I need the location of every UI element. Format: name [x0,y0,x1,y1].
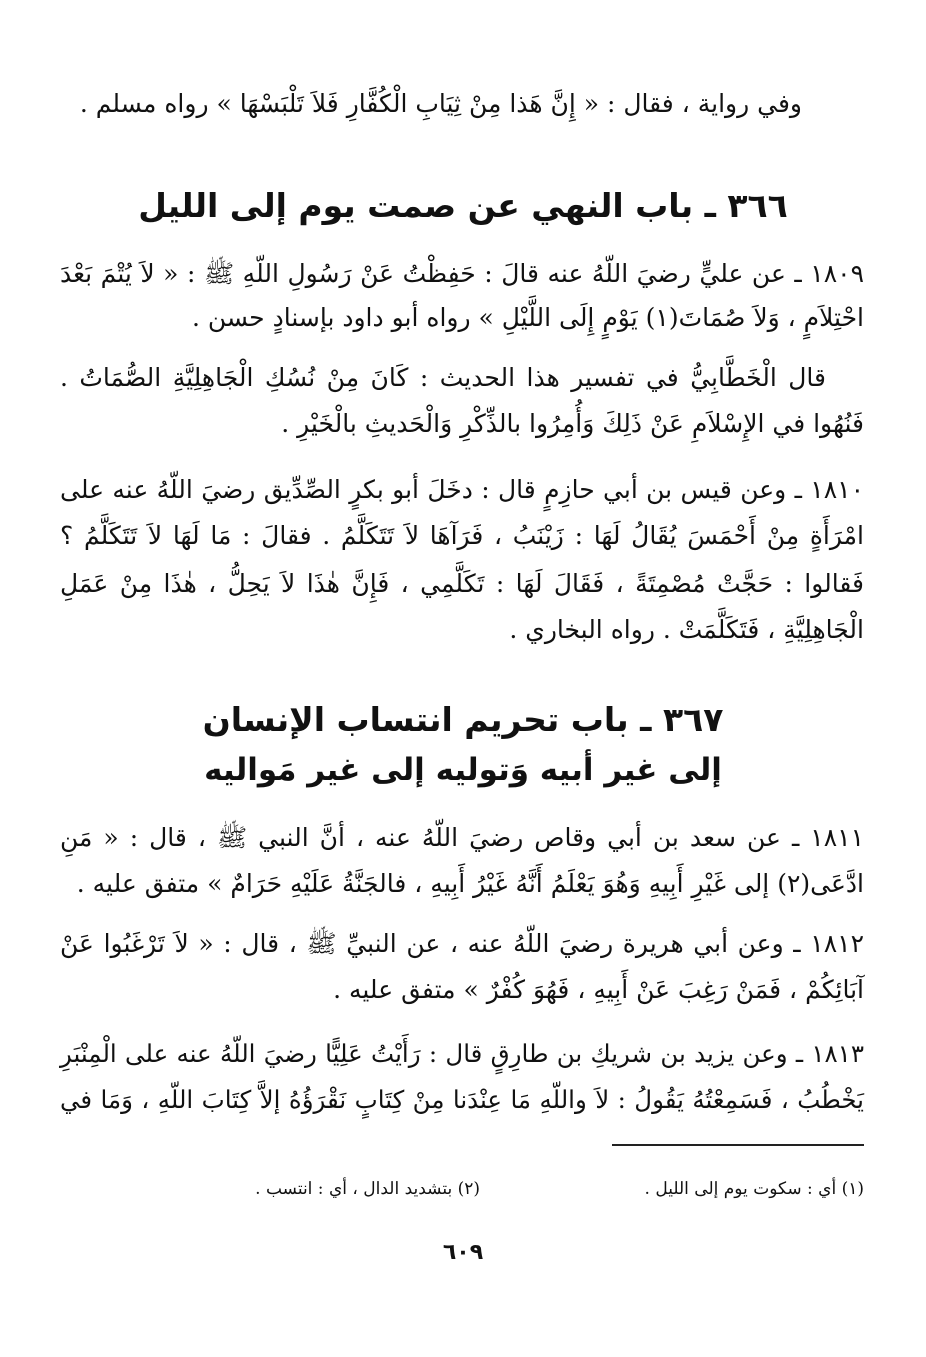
khattabi-line-1: قال الْخَطَّابِيُّ في تفسير هذا الحديث : كَانَ مِنْ نُسُكِ الْجَاهِلِيَّةِ الصُّمَاتُ . [60,363,826,392]
chapter-367-subtitle: إلى غير أبيه وَتوليه إلى غير مَواليه [204,752,722,788]
hadith-1810-line-3: فَقالوا : حَجَّتْ مُصْمِتَةً ، فَقَالَ لَهَا : تَكَلَّمِي ، فَإِنَّ هٰذَا لاَ يَحِلُّ ، هٰذَا مِنْ عَمَلِ [60,569,864,598]
hadith-1810-line-4: الْجَاهِلِيَّةِ ، فَتَكَلَّمَتْ . رواه البخاري . [509,615,864,644]
hadith-1809-line-1: ١٨٠٩ ـ عن عليٍّ رضيَ اللّهُ عنه قالَ : حَفِظْتُ عَنْ رَسُولِ اللّهِ ﷺ : « لاَ يُتْمَ بَعْدَ [60,259,864,288]
footnote-2: (٢) بتشديد الدال ، أي : انتسب . [255,1179,480,1199]
hadith-1813-line-2: يَخْطُبُ ، فَسَمِعْتُهُ يَقُولُ : لاَ واللّهِ مَا عِنْدَنا مِنْ كِتَابٍ نَقْرَؤُهُ إلاَّ كِتَابَ اللّهِ ، وَمَا في [60,1085,864,1114]
hadith-1812-line-2: آبَائِكُمْ ، فَمَنْ رَغِبَ عَنْ أَبِيهِ ، فَهُوَ كُفْرٌ » متفق عليه . [333,975,864,1004]
khattabi-line-2: فَنُهُوا في الإِسْلاَمِ عَنْ ذَلِكَ وَأُمِرُوا بالذِّكْرِ وَالْحَديثِ بالْخَيْرِ . [281,409,864,438]
hadith-1813-line-1: ١٨١٣ ـ وعن يزيد بن شريكِ بن طارِقٍ قال : رَأَيْتُ عَلِيًّا رضيَ اللّهُ عنه على الْمِنْبَرِ [60,1039,864,1068]
hadith-1810-line-1: ١٨١٠ ـ وعن قيس بن أبي حازِمٍ قال : دخَلَ أبو بكرٍ الصِّدِّيق رضيَ اللّهُ عنه على [60,475,864,504]
chapter-366-title: ٣٦٦ ـ باب النهي عن صمت يوم إلى الليل [138,186,788,225]
hadith-1812-line-1: ١٨١٢ ـ وعن أبي هريرة رضيَ اللّهُ عنه ، عن النبيِّ ﷺ ، قال : « لاَ تَرْغَبُوا عَنْ [60,929,864,958]
chapter-367-title: ٣٦٧ ـ باب تحريم انتساب الإنسان [202,700,724,739]
footnote-separator [612,1144,864,1146]
hadith-1811-line-2: ادَّعَى(٢) إلى غَيْرِ أَبِيهِ وَهُوَ يَعْلَمُ أَنَّهُ غَيْرُ أَبِيهِ ، فالجَنَّةُ عَلَيْهِ حَرَامٌ » متفق عليه . [76,869,864,898]
footnote-1: (١) أي : سكوت يوم إلى الليل . [644,1179,864,1199]
page-number: ٦٠٩ [442,1240,484,1265]
hadith-1810-line-2: امْرَأَةٍ مِنْ أَحْمَسَ يُقَالُ لَهَا : زَيْنَبُ ، فَرَآهَا لاَ تَتَكَلَّمُ . فقالَ : مَا لَهَا لاَ تَتَكَلَّمُ ؟ [60,521,864,550]
riwaya-line: وفي رواية ، فقال : « إِنَّ هَذا مِنْ ثِيَابِ الْكُفَّارِ فَلاَ تَلْبَسْهَا » رواه مسلم . [79,89,802,118]
hadith-1809-line-2: احْتِلاَمٍ ، وَلاَ صُمَاتَ(١) يَوْمٍ إِلَى اللَّيْلِ » رواه أبو داود بإسنادٍ حسن . [191,303,864,332]
hadith-1811-line-1: ١٨١١ ـ عن سعد بن أبي وقاص رضيَ اللّهُ عنه ، أنَّ النبي ﷺ ، قال : « مَنِ [60,823,864,852]
